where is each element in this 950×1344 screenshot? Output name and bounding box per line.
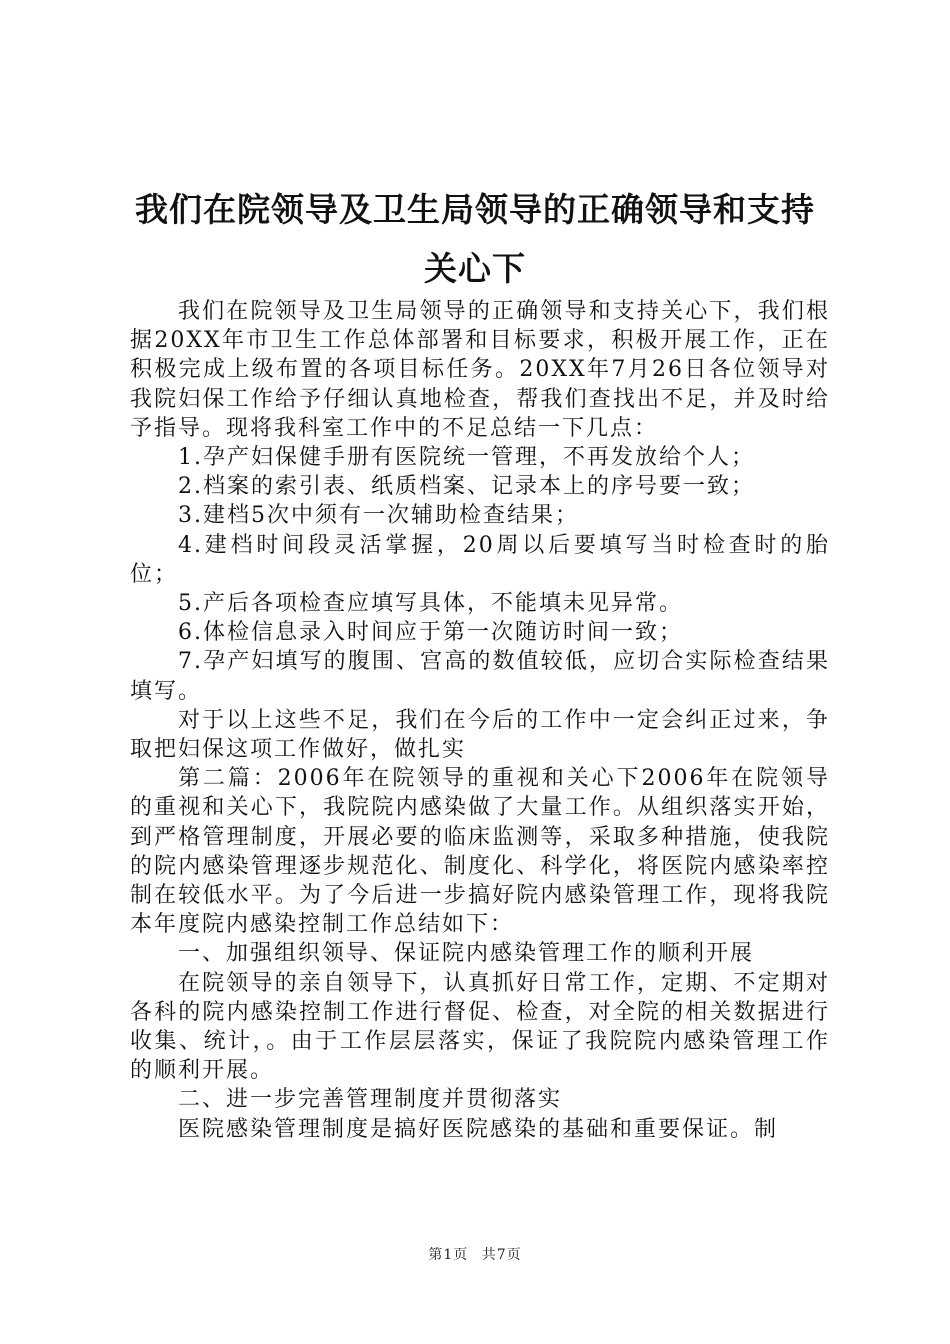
page-number: 第1页	[428, 1247, 469, 1263]
list-item-5: 5.产后各项检查应填写具体，不能填未见异常。	[178, 591, 683, 617]
list-item-2: 2.档案的索引表、纸质档案、记录本上的序号要一致；	[178, 474, 755, 500]
list-item-7: 7.孕产妇填写的腹围、宫高的数值较低，应切合实际检查结果填写。	[130, 649, 830, 704]
paragraph-section-1: 在院领导的亲自领导下，认真抓好日常工作，定期、不定期对各科的院内感染控制工作进行督促、检查，对全院的相关数据进行收集、统计，。由于工作层层落实，保证了我院院内感染管理工作的顺利开展。	[130, 970, 830, 1084]
paragraph-section-2: 医院感染管理制度是搞好医院感染的基础和重要保证。制	[178, 1116, 779, 1142]
section-heading-2: 二、进一步完善管理制度并贯彻落实	[178, 1087, 563, 1113]
list-item-3: 3.建档5次中须有一次辅助检查结果；	[178, 503, 579, 529]
paragraph-intro: 我们在院领导及卫生局领导的正确领导和支持关心下，我们根据20XX年市卫生工作总体部署和目标要求，积极开展工作，正在积极完成上级布置的各项目标任务。20XX年7月26日各位领导对我院妇保工作给予仔细认真地检查，帮我们查找出不足，并及时给予指导。现将我科室工作中的不足总结一下几点：	[130, 299, 830, 441]
document-body	[130, 297, 830, 1144]
section-heading-1: 一、加强组织领导、保证院内感染管理工作的顺利开展	[178, 941, 755, 967]
list-item-6: 6.体检信息录入时间应于第一次随访时间一致；	[178, 620, 683, 646]
page-total: 共7页	[481, 1247, 522, 1263]
paragraph-part-two: 第二篇：2006年在院领导的重视和关心下2006年在院领导的重视和关心下，我院院内感染做了大量工作。从组织落实开始，到严格管理制度，开展必要的临床监测等，采取多种措施，使我院的院内感染管理逐步规范化、制度化、科学化，将医院内感染率控制在较低水平。为了今后进一步搞好院内感染管理工作，现将我院本年度院内感染控制工作总结如下：	[130, 766, 830, 938]
page-footer	[0, 1244, 950, 1264]
list-item-4: 4.建档时间段灵活掌握，20周以后要填写当时检查时的胎位；	[130, 532, 830, 587]
list-item-1: 1.孕产妇保健手册有医院统一管理，不再发放给个人；	[178, 445, 755, 471]
document-title-line-1: 我们在院领导及卫生局领导的正确领导和支持	[135, 190, 815, 229]
document-title-line-2: 关心下	[424, 249, 526, 288]
paragraph-conclusion: 对于以上这些不足，我们在今后的工作中一定会纠正过来，争取把妇保这项工作做好，做扎实	[130, 707, 830, 763]
